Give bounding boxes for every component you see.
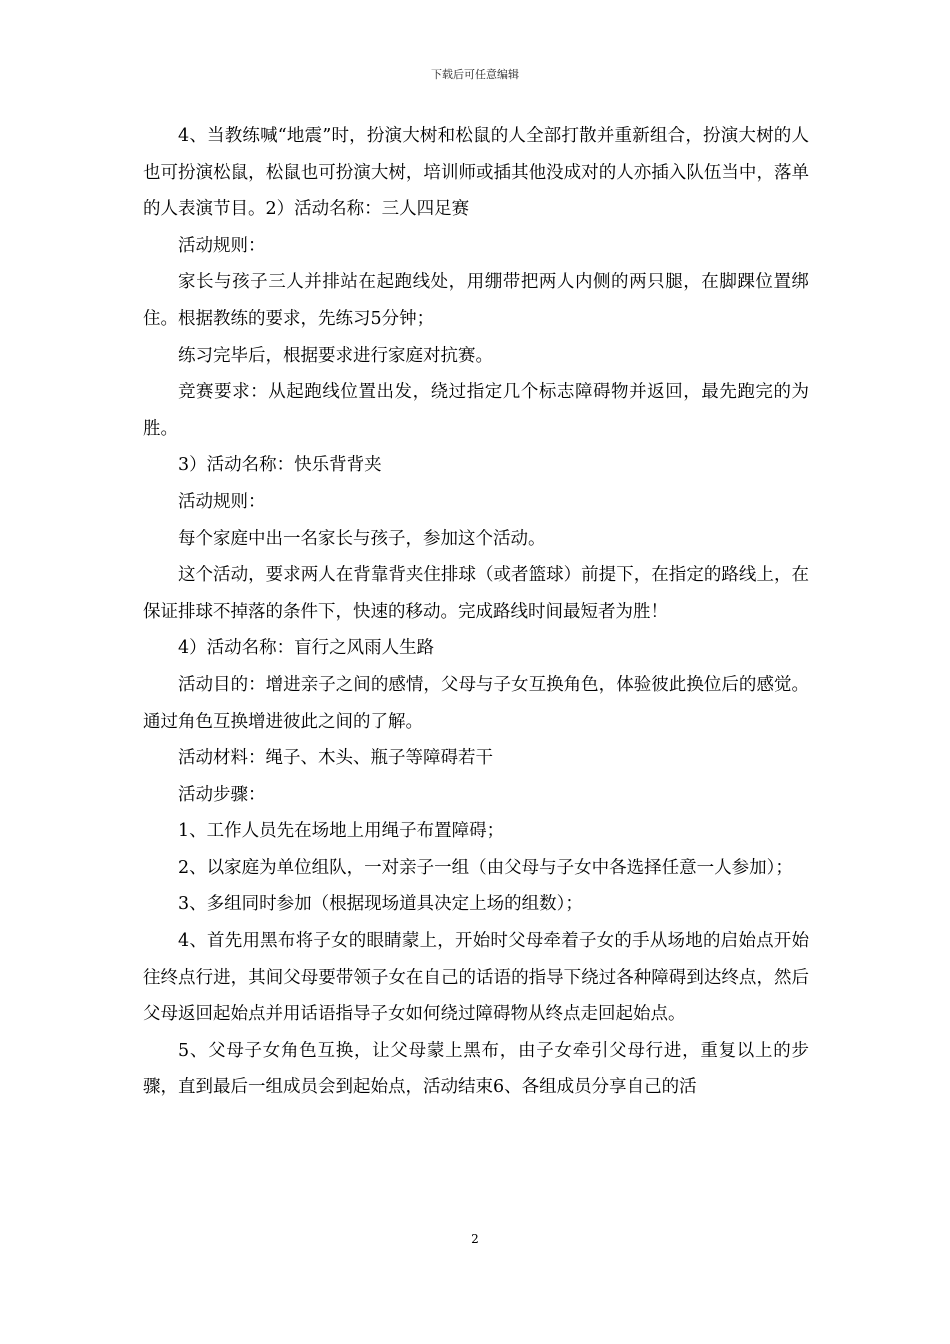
paragraph: 3）活动名称：快乐背背夹 <box>178 455 382 476</box>
paragraph: 每个家庭中出一名家长与孩子，参加这个活动。 <box>178 528 546 549</box>
paragraph: 4、首先用黑布将子女的眼睛蒙上，开始时父母牵着子女的手从场地的启始点开始往终点行进，其间父母要带领子女在自己的话语的指导下绕过各种障碍到达终点，然后父母返回起始点并用话语指导子女如何绕过障碍物从终点走回起始点。 <box>143 931 809 1025</box>
paragraph: 活动规则： <box>178 235 266 256</box>
paragraph: 4、当教练喊“地震”时，扮演大树和松鼠的人全部打散并重新组合，扮演大树的人也可扮演松鼠，松鼠也可扮演大树，培训师或插其他没成对的人亦插入队伍当中，落单的人表演节目。2）活动名称：三人四足赛 <box>143 126 809 220</box>
page-number: 2 <box>471 1232 479 1246</box>
paragraph: 5、父母子女角色互换，让父母蒙上黑布，由子女牵引父母行进，重复以上的步骤，直到最后一组成员会到起始点，活动结束6、各组成员分享自己的活 <box>143 1040 809 1098</box>
paragraph: 1、工作人员先在场地上用绳子布置障碍； <box>178 821 505 842</box>
paragraph: 3、多组同时参加（根据现场道具决定上场的组数）； <box>178 894 583 915</box>
paragraph: 家长与孩子三人并排站在起跑线处，用绷带把两人内侧的两只腿，在脚踝位置绑住。根据教练的要求，先练习5分钟； <box>143 272 809 329</box>
paragraph: 活动规则： <box>178 491 266 512</box>
paragraph: 这个活动，要求两人在背靠背夹住排球（或者篮球）前提下，在指定的路线上，在保证排球不掉落的条件下，快速的移动。完成路线时间最短者为胜！ <box>143 565 809 622</box>
paragraph: 2、以家庭为单位组队，一对亲子一组（由父母与子女中各选择任意一人参加）； <box>178 857 793 878</box>
page-header: 下载后可任意编辑 <box>431 68 519 81</box>
paragraph: 活动目的：增进亲子之间的感情，父母与子女互换角色，体验彼此换位后的感觉。通过角色互换增进彼此之间的了解。 <box>143 674 809 732</box>
paragraph: 活动步骤： <box>178 784 266 805</box>
paragraph: 竞赛要求：从起跑线位置出发，绕过指定几个标志障碍物并返回，最先跑完的为胜。 <box>143 382 809 439</box>
document-body <box>143 118 809 1106</box>
paragraph: 活动材料：绳子、木头、瓶子等障碍若干 <box>178 748 493 769</box>
paragraph: 4）活动名称：盲行之风雨人生路 <box>178 638 435 659</box>
paragraph: 练习完毕后，根据要求进行家庭对抗赛。 <box>178 345 493 366</box>
